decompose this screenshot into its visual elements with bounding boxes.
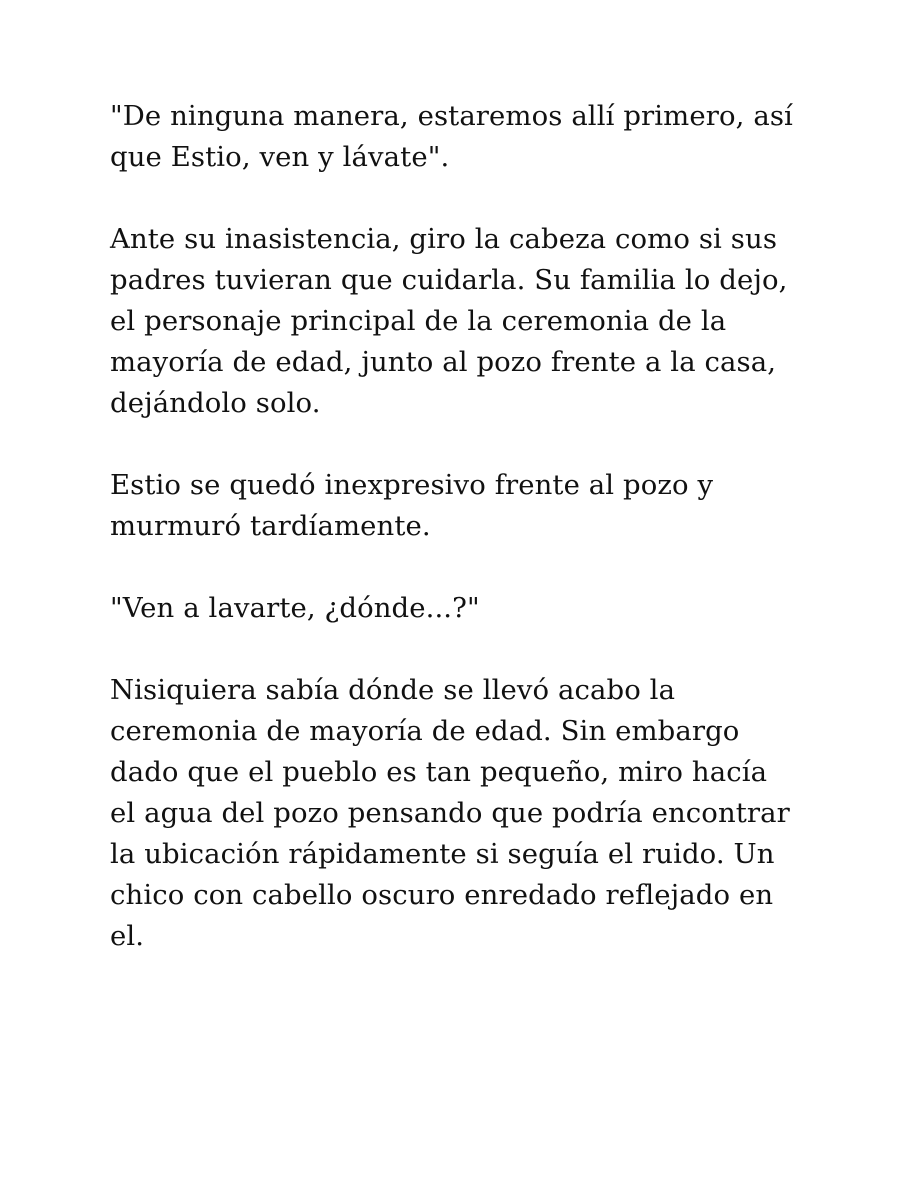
text-line: la ubicación rápidamente si seguía el ruido. Un xyxy=(110,838,775,870)
paragraph-3 xyxy=(110,465,800,547)
text-line: chico con cabello oscuro enredado reflejado en xyxy=(110,879,774,911)
text-line: mayoría de edad, junto al pozo frente a la casa, xyxy=(110,346,777,378)
text-line: Nisiquiera sabía dónde se llevó acabo la xyxy=(110,674,676,706)
text-line: dado que el pueblo es tan pequeño, miro hacía xyxy=(110,756,768,788)
text-line: Estio se quedó inexpresivo frente al pozo y xyxy=(110,469,714,501)
text-line: ceremonia de mayoría de edad. Sin embargo xyxy=(110,715,740,747)
paragraph-5 xyxy=(110,670,800,957)
text-line: dejándolo solo. xyxy=(110,387,321,419)
document-body xyxy=(110,96,800,998)
text-line: padres tuvieran que cuidarla. Su familia lo dejo, xyxy=(110,264,788,296)
text-line: el agua del pozo pensando que podría encontrar xyxy=(110,797,790,829)
text-line: el. xyxy=(110,920,145,952)
text-line: "De ninguna manera, estaremos allí primero, así xyxy=(110,100,793,132)
text-line: el personaje principal de la ceremonia de la xyxy=(110,305,727,337)
text-line: "Ven a lavarte, ¿dónde...?" xyxy=(110,592,480,624)
paragraph-4 xyxy=(110,588,800,629)
text-line: que Estio, ven y lávate". xyxy=(110,141,450,173)
text-line: murmuró tardíamente. xyxy=(110,510,431,542)
text-line: Ante su inasistencia, giro la cabeza como si sus xyxy=(110,223,778,255)
paragraph-1 xyxy=(110,96,800,178)
paragraph-2 xyxy=(110,219,800,424)
